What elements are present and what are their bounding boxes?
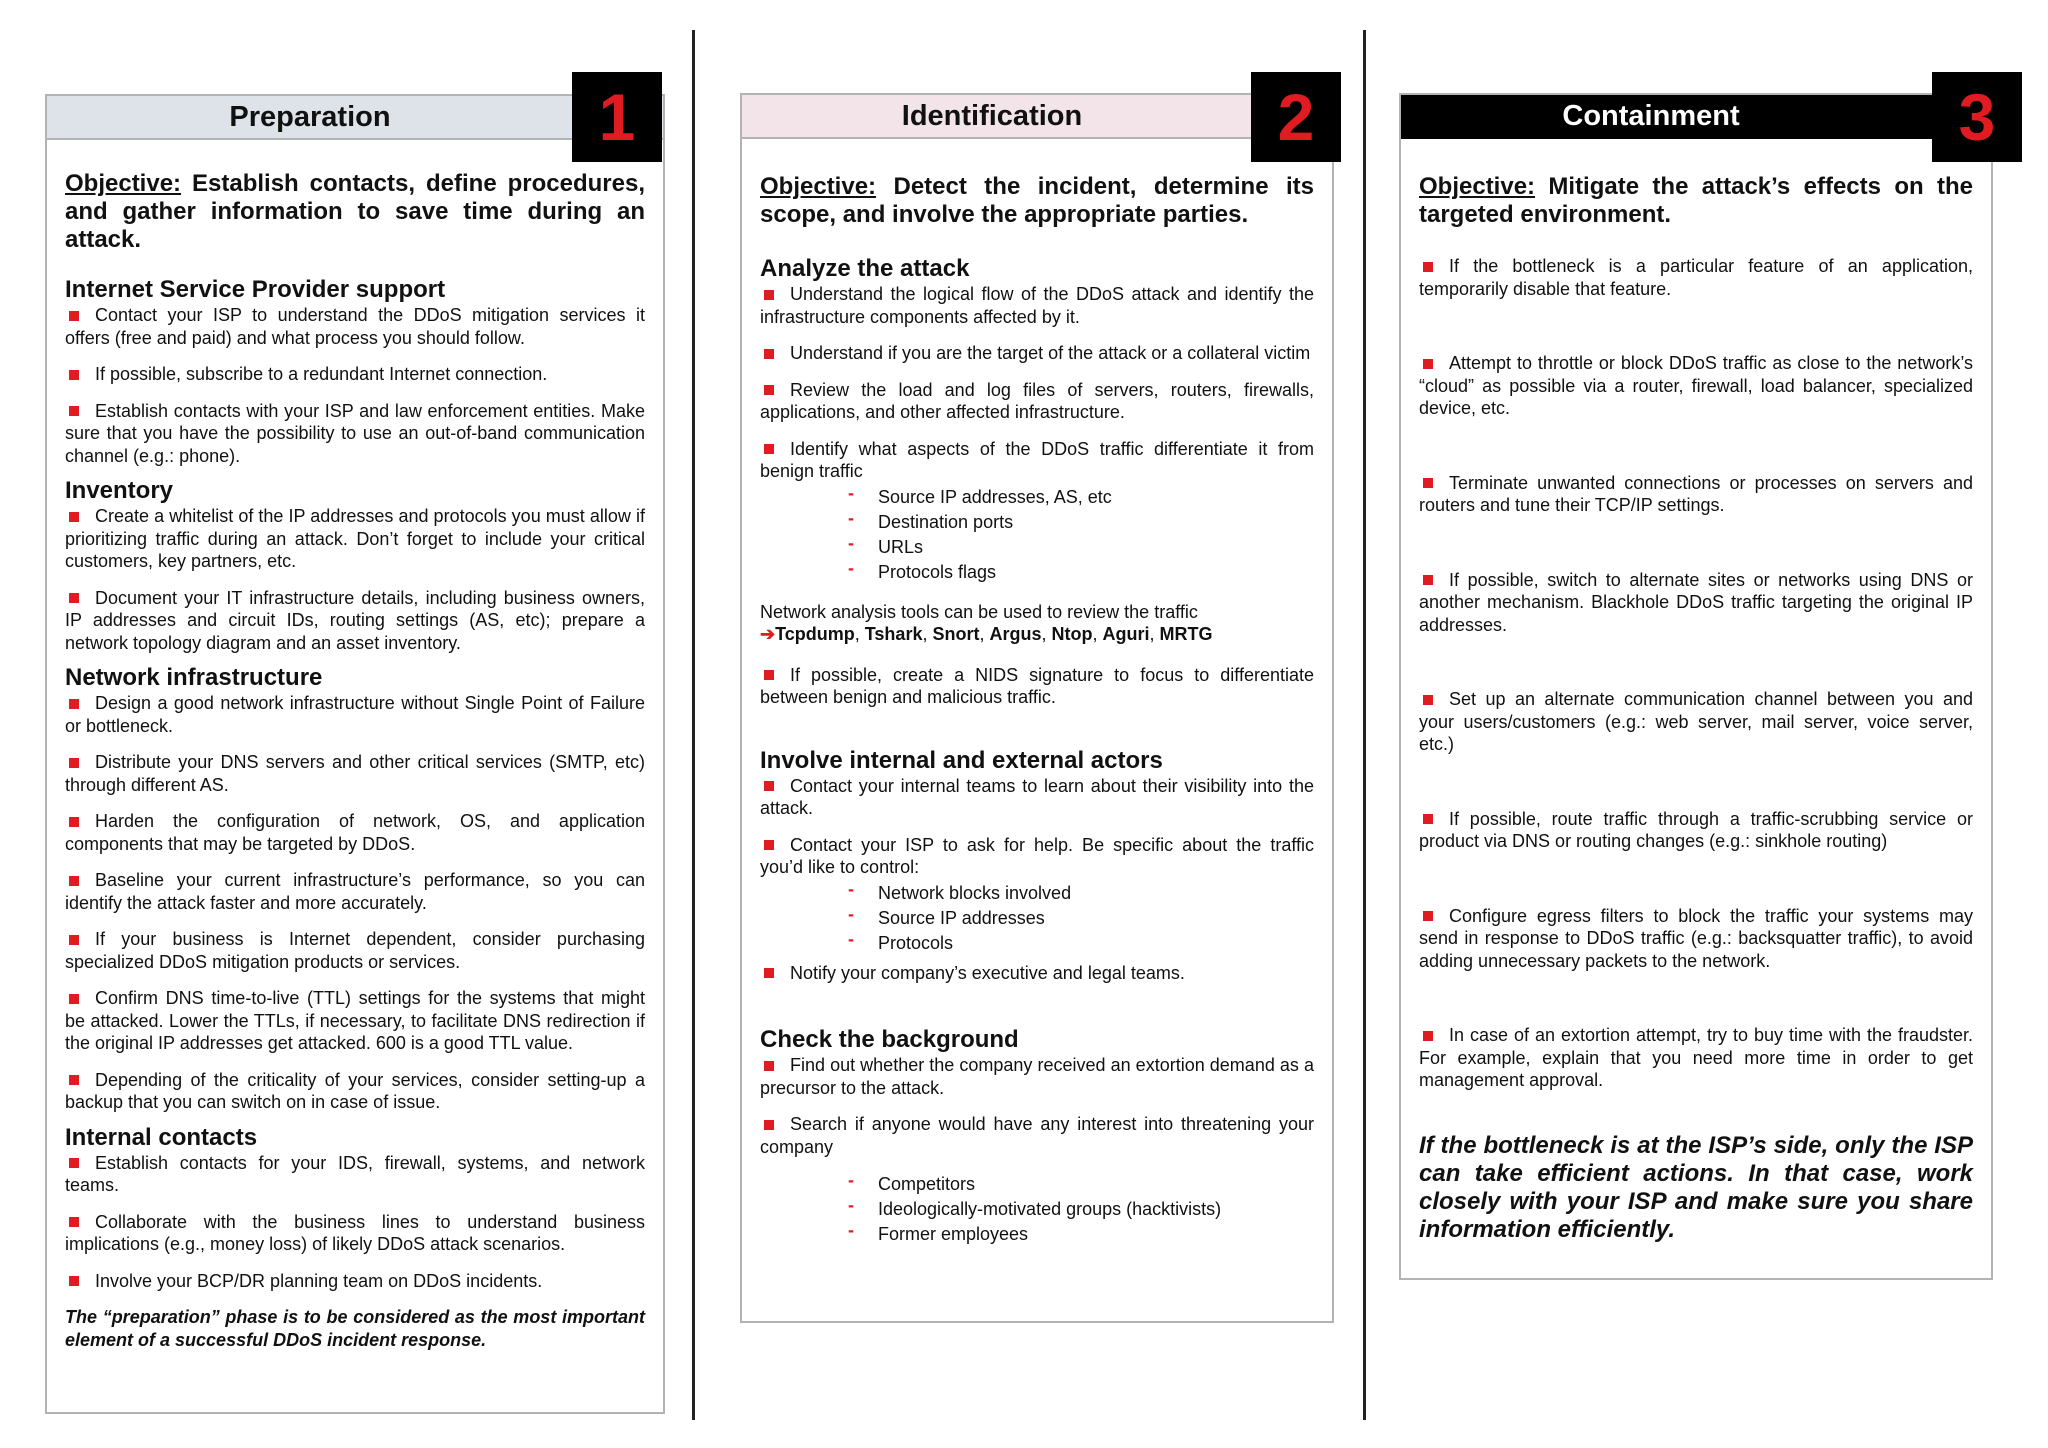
list-item: If the bottleneck is a particular feature of an application, temporarily disable that feature.	[1419, 256, 1973, 299]
list-item: Review the load and log files of servers, routers, firewalls, applications, and other affected infrastructure.	[760, 379, 1314, 422]
sub-list-item: - Source IP addresses	[848, 903, 1045, 928]
red-square-bullet-icon	[69, 1158, 79, 1168]
panel-preparation	[45, 94, 665, 1414]
red-square-bullet-icon	[764, 968, 774, 978]
section-title: Inventory	[65, 477, 174, 504]
sub-list	[760, 1172, 1314, 1247]
section-title: Analyze the attack	[760, 255, 970, 282]
list-item: Design a good network infrastructure without Single Point of Failure or bottleneck.	[65, 693, 645, 736]
list-item: Collaborate with the business lines to understand business implications (e.g., money loss) of likely DDoS attack scenarios.	[65, 1211, 645, 1254]
red-square-bullet-icon	[69, 512, 79, 522]
step-number-badge: 2	[1251, 72, 1341, 162]
red-square-bullet-icon	[764, 385, 774, 395]
list-item: Document your IT infrastructure details, including business owners, IP addresses and circuit IDs, routing settings (AS, etc); prepare a network topology diagram and an asset inventory.	[65, 587, 645, 653]
closing-note: The “preparation” phase is to be considered as the most important element of a successful DDoS incident response.	[65, 1307, 645, 1350]
list-item: Set up an alternate communication channel between you and your users/customers (e.g.: web server, mail server, voice server, etc.)	[1419, 689, 1973, 754]
list-item: If your business is Internet dependent, consider purchasing specialized DDoS mitigation products or services.	[65, 929, 645, 972]
red-square-bullet-icon	[1423, 911, 1433, 921]
panel-title: Containment	[1562, 100, 1740, 132]
dash-bullet-icon: -	[848, 482, 854, 503]
red-square-bullet-icon	[69, 876, 79, 886]
sub-list-item: - Destination ports	[848, 507, 1014, 532]
list-item: If possible, create a NIDS signature to focus to differentiate between benign and malicious traffic.	[760, 664, 1314, 707]
sub-list	[760, 878, 1314, 956]
red-square-bullet-icon	[764, 290, 774, 300]
red-square-bullet-icon	[69, 370, 79, 380]
panel-title: Identification	[901, 100, 1083, 132]
list-item: Understand if you are the target of the attack or a collateral victim	[760, 342, 1314, 365]
red-square-bullet-icon	[1423, 1031, 1433, 1041]
sub-list-item: - Protocols	[848, 928, 954, 953]
red-square-bullet-icon	[69, 1276, 79, 1286]
list-item: Terminate unwanted connections or processes on servers and routers and tune their TCP/IP settings.	[1419, 472, 1973, 515]
list-item: Establish contacts with your ISP and law enforcement entities. Make sure that you have the possibility to use an out-of-band communication channel (e.g.: phone).	[65, 400, 645, 466]
objective: Objective: Mitigate the attack’s effects on the targeted environment.	[1419, 173, 1973, 228]
panel-content	[760, 173, 1314, 1259]
list-item: Search if anyone would have any interest into threatening your company	[760, 1114, 1314, 1157]
closing-note: If the bottleneck is at the ISP’s side, only the ISP can take efficient actions. In that case, work closely with your ISP and make sure you share information efficiently.	[1419, 1131, 1973, 1243]
panel-header	[742, 95, 1332, 139]
red-square-bullet-icon	[69, 758, 79, 768]
panel-content	[65, 170, 645, 1351]
red-square-bullet-icon	[1423, 478, 1433, 488]
dash-bullet-icon: -	[848, 1195, 854, 1215]
red-square-bullet-icon	[764, 840, 774, 850]
panel-identification	[740, 93, 1334, 1323]
red-square-bullet-icon	[1423, 695, 1433, 705]
red-square-bullet-icon	[764, 349, 774, 359]
red-square-bullet-icon	[764, 1061, 774, 1071]
list-item: Baseline your current infrastructure’s performance, so you can identify the attack faster and more accurately.	[65, 870, 645, 913]
objective: Objective: Detect the incident, determine its scope, and involve the appropriate parties.	[760, 173, 1315, 228]
list-item: Harden the configuration of network, OS, and application components that may be targeted by DDoS.	[65, 811, 645, 854]
dash-bullet-icon: -	[848, 928, 854, 949]
red-square-bullet-icon	[764, 1120, 774, 1130]
list-item: If possible, switch to alternate sites or networks using DNS or another mechanism. Blackhole DDoS traffic targeting the original IP addresses.	[1419, 569, 1973, 635]
list-item: In case of an extortion attempt, try to buy time with the fraudster. For example, explain that you need more time in order to get management approval.	[1419, 1025, 1973, 1090]
panel-header	[1401, 95, 1991, 139]
panel-content	[1419, 173, 1973, 1244]
list-item: Understand the logical flow of the DDoS attack and identify the infrastructure components affected by it.	[760, 284, 1314, 327]
list-item: Find out whether the company received an extortion demand as a precursor to the attack.	[760, 1055, 1314, 1098]
sub-list-item: - Competitors	[848, 1170, 976, 1194]
panel-containment	[1399, 93, 1993, 1280]
list-item: Create a whitelist of the IP addresses and protocols you must allow if prioritizing traffic during an attack. Don’t forget to include your critical customers, key partners, etc.	[65, 506, 645, 571]
list-item: If possible, route traffic through a traffic-scrubbing service or product via DNS or routing changes (e.g.: sinkhole routing)	[1419, 808, 1973, 851]
red-square-bullet-icon	[69, 699, 79, 709]
red-square-bullet-icon	[764, 781, 774, 791]
objective: Objective: Establish contacts, define procedures, and gather information to save time during an attack.	[65, 170, 646, 253]
sub-list-item: - Source IP addresses, AS, etc	[848, 482, 1112, 507]
dash-bullet-icon: -	[848, 1170, 854, 1190]
dash-bullet-icon: -	[848, 532, 854, 553]
red-square-bullet-icon	[69, 1075, 79, 1085]
sub-list-item: - Former employees	[848, 1220, 1029, 1244]
sub-list-item: - Protocols flags	[848, 557, 997, 582]
list-item: Establish contacts for your IDS, firewall, systems, and network teams.	[65, 1152, 645, 1195]
list-item: Contact your internal teams to learn about their visibility into the attack.	[760, 775, 1314, 818]
tools-list: ➔Tcpdump, Tshark, Snort, Argus, Ntop, Aguri, MRTG	[760, 624, 1213, 644]
section-title: Internet Service Provider support	[65, 276, 446, 303]
list-item: Identify what aspects of the DDoS traffic differentiate it from benign traffic	[760, 438, 1314, 481]
list-item: Contact your ISP to ask for help. Be specific about the traffic you’d like to control:	[760, 834, 1314, 877]
red-square-bullet-icon	[1423, 575, 1433, 585]
dash-bullet-icon: -	[848, 507, 854, 528]
list-item: Attempt to throttle or block DDoS traffic as close to the network’s “cloud” as possible via a router, firewall, load balancer, specialized device, etc.	[1419, 353, 1973, 418]
list-item: Distribute your DNS servers and other critical services (SMTP, etc) through different AS.	[65, 752, 645, 795]
list-item: Depending of the criticality of your services, consider setting-up a backup that you can switch on in case of issue.	[65, 1069, 645, 1112]
sub-list-item: - Ideologically-motivated groups (hacktivists)	[848, 1195, 1222, 1219]
red-square-bullet-icon	[1423, 262, 1433, 272]
sub-list-item: - Network blocks involved	[848, 878, 1072, 903]
red-square-bullet-icon	[69, 1217, 79, 1227]
panel-header	[47, 96, 663, 140]
section-title: Network infrastructure	[65, 664, 323, 691]
section-title: Involve internal and external actors	[760, 746, 1163, 774]
dash-bullet-icon: -	[848, 903, 854, 924]
list-item: Confirm DNS time-to-live (TTL) settings for the systems that might be attacked. Lower the TTLs, if necessary, to facilitate DNS redirection if the original IP addresses get attacked. 600 is a good TTL value.	[65, 988, 645, 1053]
red-square-bullet-icon	[1423, 814, 1433, 824]
column-divider-1	[692, 30, 695, 1420]
red-square-bullet-icon	[69, 935, 79, 945]
section-title: Internal contacts	[65, 1123, 258, 1151]
red-square-bullet-icon	[69, 311, 79, 321]
red-square-bullet-icon	[1423, 359, 1433, 369]
red-square-bullet-icon	[69, 593, 79, 603]
red-square-bullet-icon	[764, 670, 774, 680]
section-title: Check the background	[760, 1026, 1019, 1053]
red-square-bullet-icon	[69, 817, 79, 827]
dash-bullet-icon: -	[848, 878, 854, 899]
list-item: Contact your ISP to understand the DDoS mitigation services it offers (free and paid) and what process you should follow.	[65, 305, 645, 348]
list-item: Configure egress filters to block the traffic your systems may send in response to DDoS traffic (e.g.: backsquatter traffic), to avoid adding unnecessary packets to the network.	[1419, 905, 1973, 971]
step-number-badge: 3	[1932, 72, 2022, 162]
dash-bullet-icon: -	[848, 1220, 854, 1240]
red-square-bullet-icon	[69, 994, 79, 1004]
network-tools-note: Network analysis tools can be used to review the traffic ➔Tcpdump, Tshark, Snort, Argus, Ntop, Aguri, MRTG	[760, 601, 1314, 646]
arrow-right-icon: ➔	[760, 624, 776, 644]
red-square-bullet-icon	[764, 444, 774, 454]
dash-bullet-icon: -	[848, 557, 854, 578]
column-divider-2	[1363, 30, 1366, 1420]
list-item: If possible, subscribe to a redundant Internet connection.	[65, 363, 645, 386]
sub-list	[760, 482, 1314, 585]
step-number-badge: 1	[572, 72, 662, 162]
list-item: Involve your BCP/DR planning team on DDoS incidents.	[65, 1270, 645, 1293]
list-item: Notify your company’s executive and legal teams.	[760, 962, 1314, 985]
panel-title: Preparation	[229, 101, 391, 133]
red-square-bullet-icon	[69, 406, 79, 416]
sub-list-item: - URLs	[848, 532, 924, 557]
